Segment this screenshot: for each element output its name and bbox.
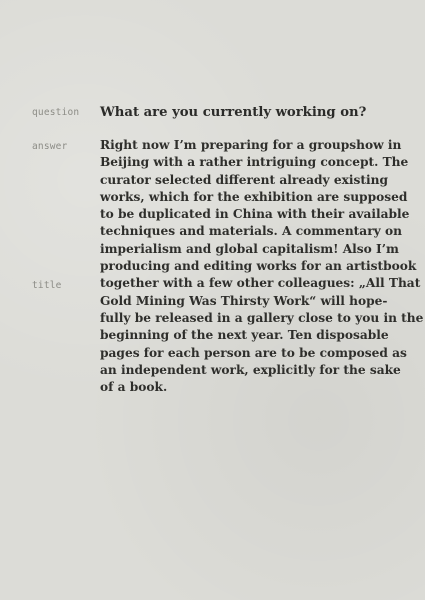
answer-line: techniques and materials. A commentary on: [100, 224, 402, 239]
answer-line: Gold Mining Was Thirsty Work“ will hope-: [100, 293, 388, 308]
answer-line: works, which for the exhibition are supposed: [100, 189, 408, 204]
answer-line: Beijing with a rather intriguing concept. The: [100, 155, 409, 170]
answer-line: curator selected different already existing: [100, 172, 389, 187]
answer-line: producing and editing works for an artistbook: [100, 259, 417, 274]
answer-line: Right now I’m preparing for a groupshow in: [100, 138, 402, 152]
question-text: What are you currently working on?: [100, 105, 367, 120]
answer-line: beginning of the next year. Ten disposable: [100, 328, 389, 343]
answer-line: fully be released in a gallery close to you in the: [100, 310, 424, 325]
answer-line: an independent work, explicitly for the sake: [100, 362, 401, 377]
answer-line: of a book.: [100, 380, 168, 395]
title-label: title: [32, 280, 62, 291]
answer-line: together with a few other colleagues: „All That: [100, 276, 421, 291]
answer-label: answer: [32, 141, 68, 152]
question-label: question: [32, 107, 80, 118]
answer-line: pages for each person are to be composed as: [100, 345, 407, 360]
answer-text: [100, 137, 424, 396]
answer-line: imperialism and global capitalism! Also I’m: [100, 241, 399, 256]
answer-line: to be duplicated in China with their available: [100, 207, 410, 222]
